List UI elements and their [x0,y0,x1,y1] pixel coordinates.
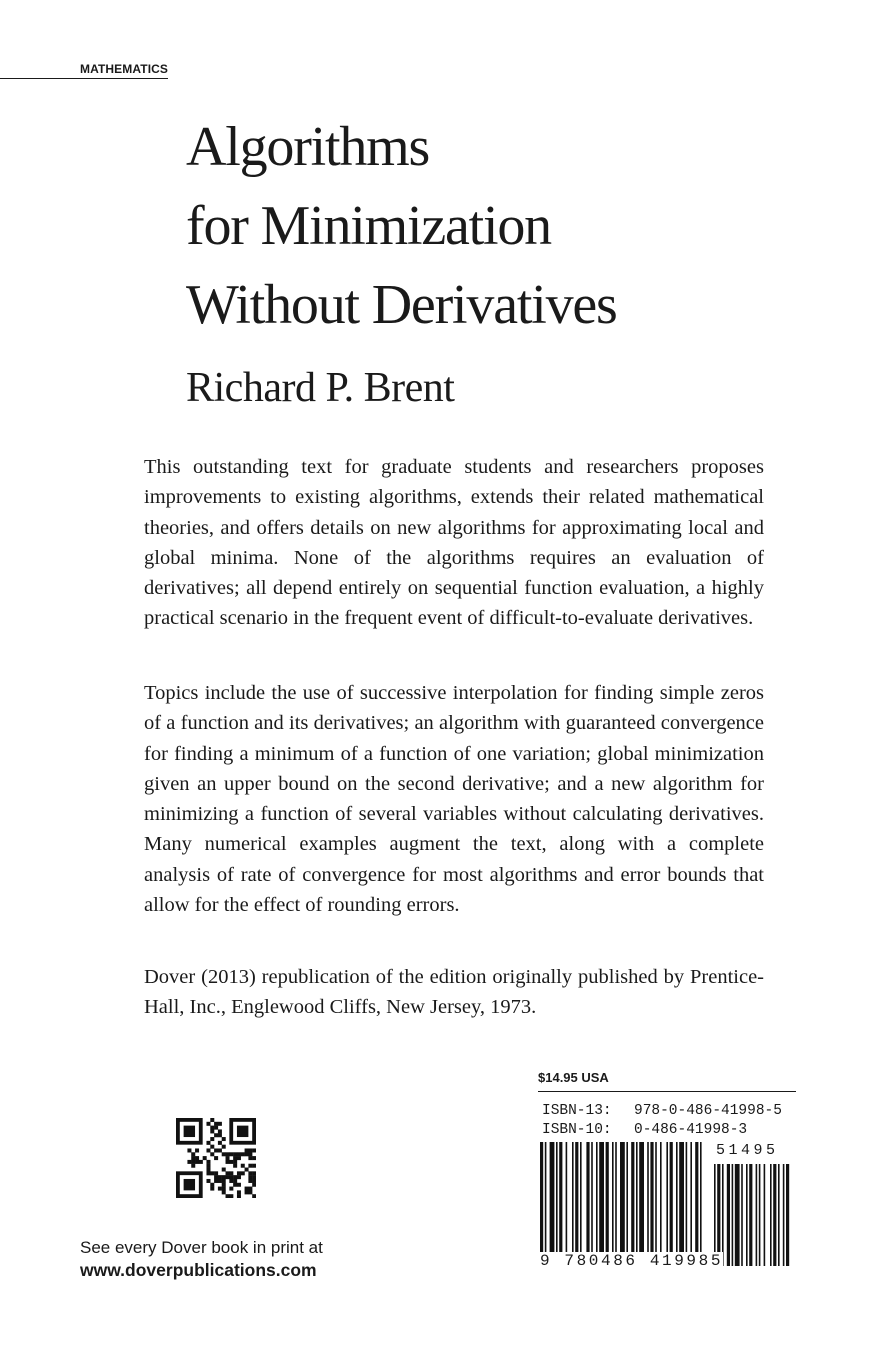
qr-module [214,1126,218,1130]
qr-module [233,1175,237,1179]
qr-module [241,1164,245,1168]
qr-module [218,1148,222,1152]
barcode-bar [572,1142,574,1266]
barcode-bar [700,1142,702,1266]
website-link[interactable]: www.doverpublications.com [80,1260,317,1280]
barcode-number: 9 780486 419985 [540,1252,724,1270]
qr-module [218,1179,222,1183]
qr-module [226,1152,230,1156]
barcode-bar [647,1142,649,1266]
barcode-bar [639,1142,644,1266]
qr-module [187,1160,191,1164]
qr-module [206,1141,210,1145]
isbn-10-value: 0-486-41998-3 [634,1122,748,1138]
barcode-addon-number: 51495 [716,1142,779,1159]
qr-module [252,1183,256,1187]
qr-module [210,1126,214,1130]
qr-module [252,1194,256,1198]
barcode-bar [540,1142,543,1266]
qr-module [214,1156,218,1160]
barcode-bar [620,1142,625,1266]
qr-module [226,1171,230,1175]
barcode-addon-bar [735,1164,740,1266]
qr-module [222,1152,226,1156]
qr-module [210,1145,214,1149]
barcode-bar [591,1142,593,1266]
qr-module [237,1156,241,1160]
qr-module [248,1175,252,1179]
title-line: Algorithms [186,116,430,178]
qr-module [210,1129,214,1133]
barcode-bar [596,1142,598,1266]
qr-module [226,1160,230,1164]
barcode-bar [690,1142,692,1266]
barcode-addon-bar [717,1164,720,1266]
barcode-bar [575,1142,578,1266]
qr-module [199,1160,203,1164]
qr-module [237,1175,241,1179]
qr-module [206,1171,210,1175]
author-name: Richard P. Brent [186,365,455,411]
qr-module [248,1171,252,1175]
qr-module [187,1148,191,1152]
barcode-addon-bar [732,1164,734,1266]
qr-module [252,1148,256,1152]
qr-module [222,1168,226,1172]
description-paragraph: Topics include the use of successive interpolation for finding simple zeros of a function and its derivatives; an algorithm with guaranteed convergence for finding a minimum of a function of one variation; global minimization given an upper bound on the second derivative; and a new algorithm for minimizing a function of several variables without calculating derivatives. Many numerical examples augment the text, along with a complete analysis of rate of convergence for most algorithms and error bounds that allow for the effect of rounding errors. [144,682,764,917]
qr-module [218,1141,222,1145]
barcode-bar [566,1142,568,1266]
price-label: $14.95 USA [538,1070,796,1092]
qr-module [218,1129,222,1133]
barcode-addon-bar [770,1164,772,1266]
qr-module [206,1179,210,1183]
qr-module [222,1190,226,1194]
qr-module [222,1183,226,1187]
qr-module [229,1175,233,1179]
barcode-bar [655,1142,657,1266]
qr-module [245,1148,249,1152]
qr-module [229,1194,233,1198]
qr-module [222,1145,226,1149]
isbn-13-value: 978-0-486-41998-5 [634,1103,782,1119]
barcode-addon-bar [722,1164,724,1266]
qr-module [206,1148,210,1152]
qr-module [248,1164,252,1168]
qr-module [248,1187,252,1191]
qr-module [210,1171,214,1175]
qr-module [218,1122,222,1126]
qr-module [195,1148,199,1152]
qr-module [237,1152,241,1156]
qr-code[interactable] [176,1118,256,1198]
qr-module [248,1156,252,1160]
qr-finder-center [184,1126,195,1137]
qr-module [229,1171,233,1175]
qr-module [229,1179,233,1183]
barcode-addon-bar [778,1164,780,1266]
qr-module [237,1190,241,1194]
qr-module [191,1164,195,1168]
qr-module [248,1179,252,1183]
barcode-addon-bar [714,1164,716,1266]
qr-module [222,1187,226,1191]
qr-module [214,1148,218,1152]
barcode-bar [626,1142,628,1266]
barcode-bar [631,1142,634,1266]
qr-module [245,1187,249,1191]
barcode-addon-bar [741,1164,743,1266]
qr-module [210,1152,214,1156]
qr-module [233,1183,237,1187]
qr-finder-center [237,1126,248,1137]
barcode-bar [650,1142,653,1266]
qr-module [241,1171,245,1175]
barcode-bar [676,1142,678,1266]
qr-module [233,1152,237,1156]
barcode-bar [550,1142,555,1266]
barcode-addon-bar [756,1164,758,1266]
isbn-13-label: ISBN-13: [542,1103,612,1119]
barcode-bar [695,1142,698,1266]
barcode-bar [686,1142,688,1266]
qr-module [206,1122,210,1126]
barcode-bar [599,1142,604,1266]
qr-module [191,1160,195,1164]
qr-module [237,1194,241,1198]
qr-module [233,1179,237,1183]
barcode-addon-bar [727,1164,730,1266]
promo-text: See every Dover book in print at [80,1238,323,1257]
isbn-10-label: ISBN-10: [542,1122,612,1138]
qr-module [229,1160,233,1164]
qr-module [248,1148,252,1152]
barcode-addon-bar [759,1164,761,1266]
qr-module [214,1133,218,1137]
qr-module [233,1156,237,1160]
qr-module [229,1152,233,1156]
qr-finder-center [184,1179,195,1190]
qr-module [210,1183,214,1187]
qr-module [226,1156,230,1160]
barcode-bar [586,1142,589,1266]
qr-module [237,1171,241,1175]
barcode-bar [606,1142,609,1266]
qr-module [226,1175,230,1179]
qr-module [214,1171,218,1175]
qr-module [222,1175,226,1179]
title-line: Without Derivatives [186,274,617,336]
qr-module [195,1156,199,1160]
qr-module [229,1187,233,1191]
qr-module [210,1118,214,1122]
barcode-bar [580,1142,582,1266]
isbn-13-row [542,1102,792,1121]
promo-block [80,1236,323,1282]
barcode-bar [636,1142,638,1266]
barcode-bar [666,1142,668,1266]
barcode-bar [556,1142,558,1266]
qr-module [214,1179,218,1183]
qr-module [218,1175,222,1179]
barcode-bar [545,1142,547,1266]
qr-module [214,1175,218,1179]
qr-module [248,1152,252,1156]
isbn-10-row [542,1121,792,1140]
qr-module [226,1194,230,1198]
qr-module [222,1179,226,1183]
qr-module [222,1137,226,1141]
qr-module [237,1183,241,1187]
barcode-bar [612,1142,614,1266]
barcode-addon-bar [749,1164,752,1266]
qr-module [206,1160,210,1164]
qr-module [206,1164,210,1168]
qr-module [245,1190,249,1194]
isbn-block [542,1102,792,1140]
category-label: MATHEMATICS [0,62,168,79]
qr-module [248,1190,252,1194]
qr-module [252,1156,256,1160]
qr-module [210,1187,214,1191]
description-paragraph: This outstanding text for graduate students and researchers proposes improvements to existing algorithms, extends their related mathematical theories, and offers details on new algorithms for approximating local and global minima. None of the algorithms requires an evaluation of derivatives; all depend entirely on sequential function evaluation, a highly practical scenario in the frequent event of difficult-to-evaluate derivatives. [144,456,764,630]
qr-module [233,1160,237,1164]
qr-module [233,1164,237,1168]
qr-module [252,1164,256,1168]
barcode-bar [660,1142,662,1266]
qr-module [218,1187,222,1191]
qr-module [252,1179,256,1183]
qr-module [195,1160,199,1164]
barcode-addon-bar [746,1164,748,1266]
barcode-addon-bar [786,1164,789,1266]
barcode-bar [615,1142,617,1266]
barcode-addon-bar [764,1164,766,1266]
barcode-bar [670,1142,673,1266]
qr-module [203,1156,207,1160]
title-line: for Minimization [186,195,551,257]
qr-module [218,1133,222,1137]
qr-module [245,1152,249,1156]
barcode-bar [559,1142,562,1266]
qr-module [245,1168,249,1172]
qr-module [191,1152,195,1156]
barcode-addon-bar [783,1164,785,1266]
qr-module [241,1152,245,1156]
publication-note: Dover (2013) republication of the edition originally published by Prentice-Hall, Inc., Englewood Cliffs, New Jersey, 1973. [144,966,764,1019]
barcode-addon-bar [773,1164,776,1266]
barcode-bar [679,1142,684,1266]
qr-module [206,1168,210,1172]
book-title [186,108,826,345]
qr-module [252,1175,256,1179]
qr-module [210,1137,214,1141]
qr-module [252,1171,256,1175]
qr-module [191,1156,195,1160]
qr-module [214,1122,218,1126]
